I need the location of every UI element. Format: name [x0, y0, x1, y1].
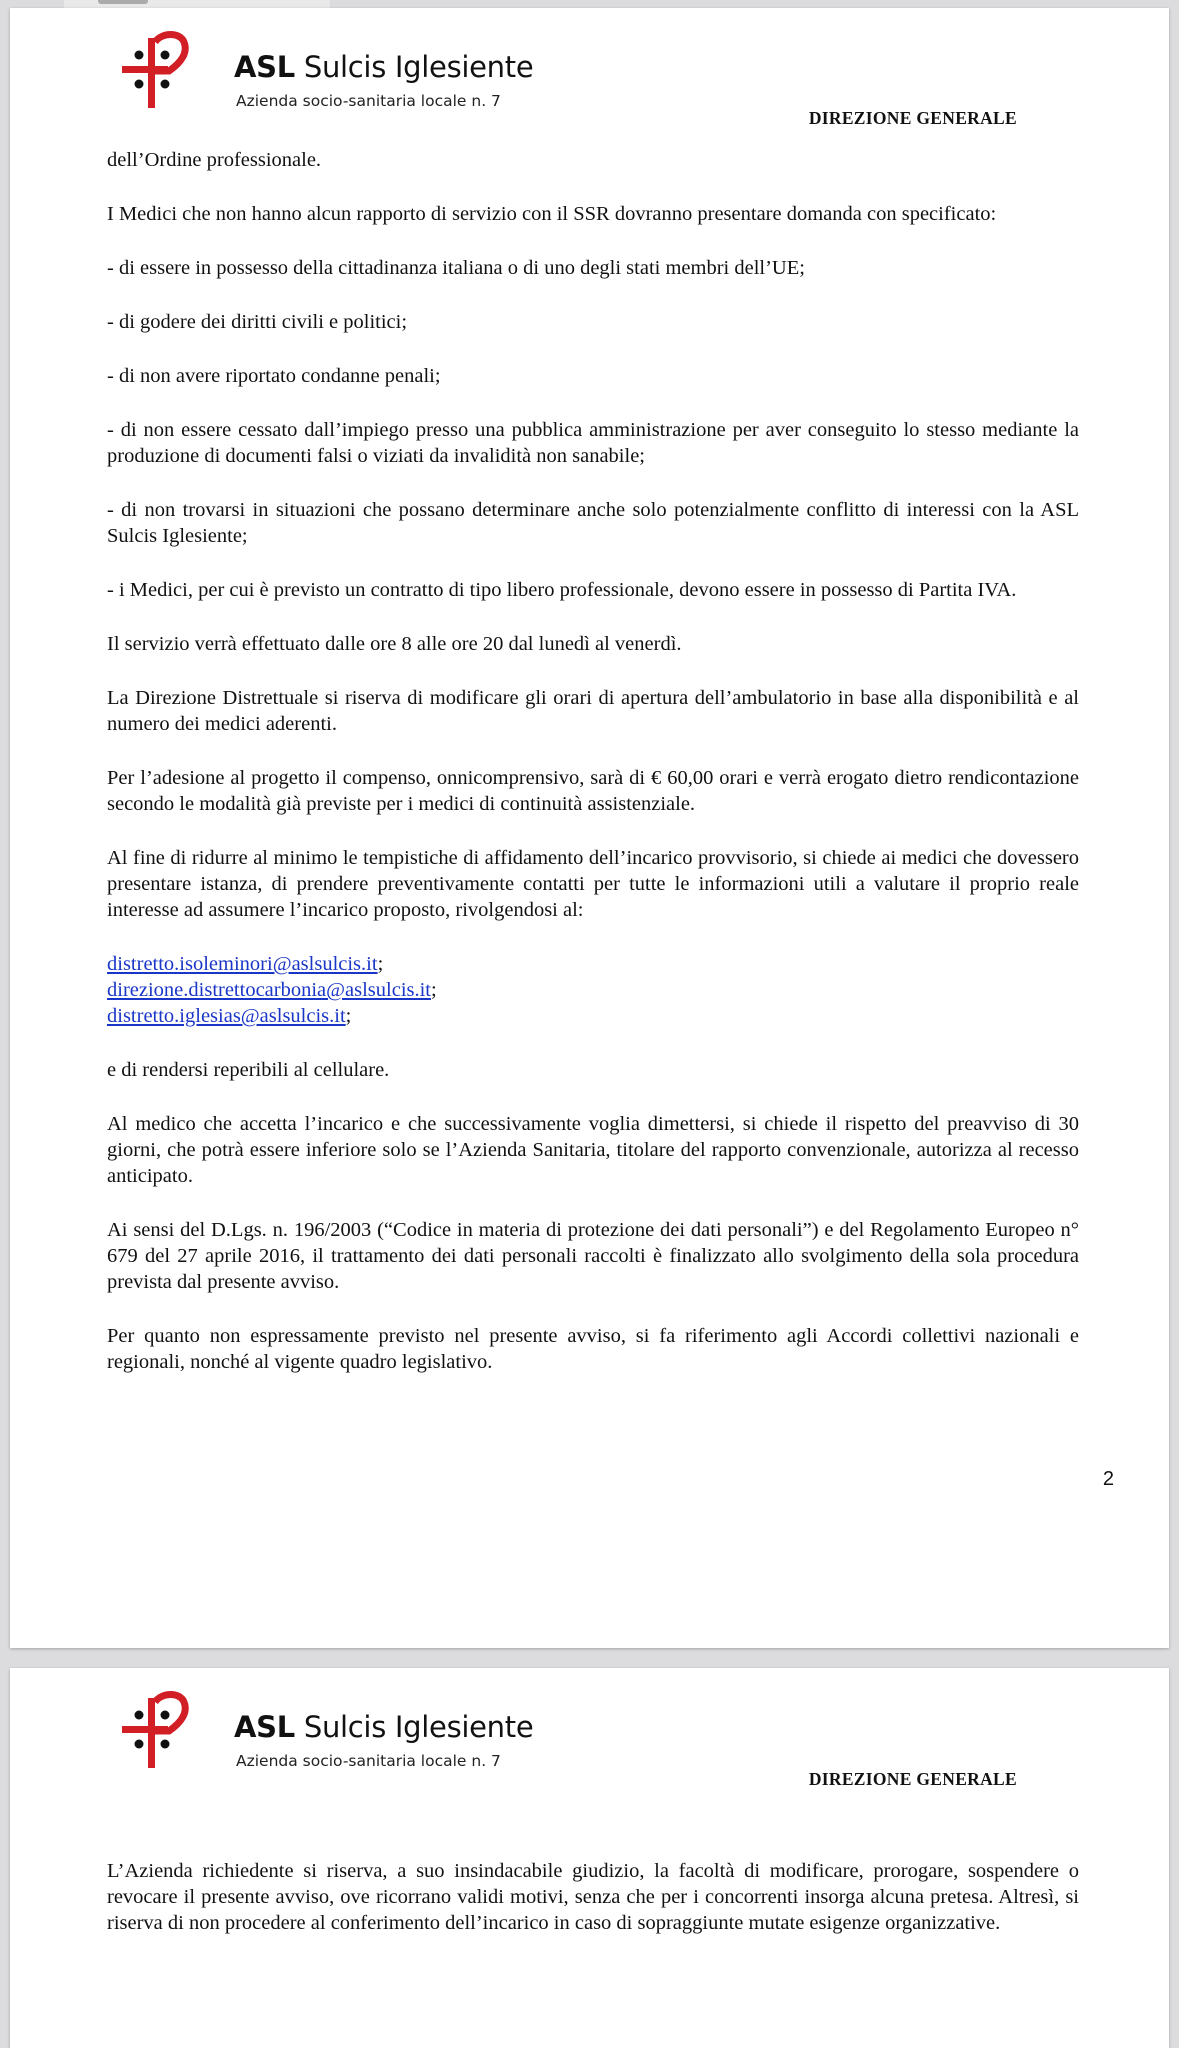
paragraph: Per quanto non espressamente previsto nel presente avviso, si fa riferimento agli Accordi collettivi nazionali e regionali, nonché al vigente quadro legislativo.: [107, 1325, 1079, 1373]
asl-cross-heart-icon: [122, 28, 212, 118]
email-link-iglesias[interactable]: distretto.iglesias@aslsulcis.it: [107, 1005, 346, 1027]
paragraph: Ai sensi del D.Lgs. n. 196/2003 (“Codice in materia di protezione dei dati personali”) e del Regolamento Europeo n° 679 del 27 aprile 2016, il trattamento dei dati personali raccolti è finalizzato allo svolgimento della sola procedura prevista dal presente avviso.: [107, 1219, 1079, 1293]
page-1-body: [107, 147, 1079, 1375]
paragraph: Per l’adesione al progetto il compenso, onnicomprensivo, sarà di € 60,00 orari e verrà erogato dietro rendicontazione secondo le modalità già previste per i medici di continuità assistenziale.: [107, 767, 1079, 815]
paragraph: Al medico che accetta l’incarico e che successivamente voglia dimettersi, si chiede il rispetto del preavviso di 30 giorni, che potrà essere inferiore solo se l’Azienda Sanitaria, titolare del rapporto convenzionale, autorizza al recesso anticipato.: [107, 1113, 1079, 1187]
email-link-carbonia[interactable]: direzione.distrettocarbonia@aslsulcis.it: [107, 979, 432, 1001]
email-list: [107, 951, 1079, 1029]
email-link-isoleminori[interactable]: distretto.isoleminori@aslsulcis.it: [107, 953, 378, 975]
paragraph: I Medici che non hanno alcun rapporto di servizio con il SSR dovranno presentare domanda con specificato:: [107, 203, 997, 225]
paragraph: L’Azienda richiedente si riserva, a suo insindacabile giudizio, la facoltà di modificare, prorogare, sospendere o revocare il presente avviso, ove ricorrano validi motivi, senza che per i concorrenti insorga alcuna pretesa. Altresì, si riserva di non procedere al conferimento dell’incarico in caso di sopraggiunte mutate esigenze organizzative.: [107, 1860, 1079, 1934]
tab-grip: [98, 0, 148, 4]
paragraph: Al fine di ridurre al minimo le tempistiche di affidamento dell’incarico provvisorio, si chiede ai medici che dovessero presentare istanza, di prendere preventivamente contatti per tutte le informazioni utili a valutare il proprio reale interesse ad assumere l’incarico proposto, rivolgendosi al:: [107, 847, 1079, 921]
logo-subtitle: Azienda socio-sanitaria locale n. 7: [236, 92, 501, 110]
requirement-item: - di non trovarsi in situazioni che possano determinare anche solo potenzialmente conflitto di interessi con la ASL Sulcis Iglesiente;: [107, 499, 1079, 547]
email-item: direzione.distrettocarbonia@aslsulcis.it;: [107, 979, 437, 1001]
document-page-2: [10, 1668, 1169, 2048]
logo-title: ASL Sulcis Iglesiente: [234, 50, 534, 84]
paragraph: dell’Ordine professionale.: [107, 149, 322, 171]
logo-subtitle: Azienda socio-sanitaria locale n. 7: [236, 1752, 501, 1770]
document-page-1: [10, 8, 1169, 1648]
requirement-item: - di godere dei diritti civili e politici;: [107, 311, 408, 333]
asl-logo: [122, 1688, 534, 1788]
paragraph: e di rendersi reperibili al cellulare.: [107, 1059, 390, 1081]
email-item: distretto.iglesias@aslsulcis.it;: [107, 1005, 352, 1027]
department-heading: DIREZIONE GENERALE: [808, 1769, 1017, 1789]
email-item: distretto.isoleminori@aslsulcis.it;: [107, 953, 384, 975]
requirement-item: - di non avere riportato condanne penali;: [107, 365, 441, 387]
requirement-item: - di essere in possesso della cittadinanza italiana o di uno degli stati membri dell’UE;: [107, 257, 805, 279]
asl-cross-heart-icon: [122, 1688, 212, 1778]
logo-title: ASL Sulcis Iglesiente: [234, 1710, 534, 1744]
requirement-item: - i Medici, per cui è previsto un contratto di tipo libero professionale, devono essere in possesso di Partita IVA.: [107, 579, 1017, 601]
department-heading: DIREZIONE GENERALE: [808, 108, 1017, 128]
page-number: 2: [1102, 1468, 1114, 1490]
paragraph: Il servizio verrà effettuato dalle ore 8 alle ore 20 dal lunedì al venerdì.: [107, 633, 682, 655]
requirement-item: - di non essere cessato dall’impiego presso una pubblica amministrazione per aver conseguito lo stesso mediante la produzione di documenti falsi o viziati da invalidità non sanabile;: [107, 419, 1079, 467]
asl-logo: [122, 28, 534, 128]
paragraph: La Direzione Distrettuale si riserva di modificare gli orari di apertura dell’ambulatorio in base alla disponibilità e al numero dei medici aderenti.: [107, 687, 1079, 735]
page-2-body: [107, 1858, 1079, 1936]
